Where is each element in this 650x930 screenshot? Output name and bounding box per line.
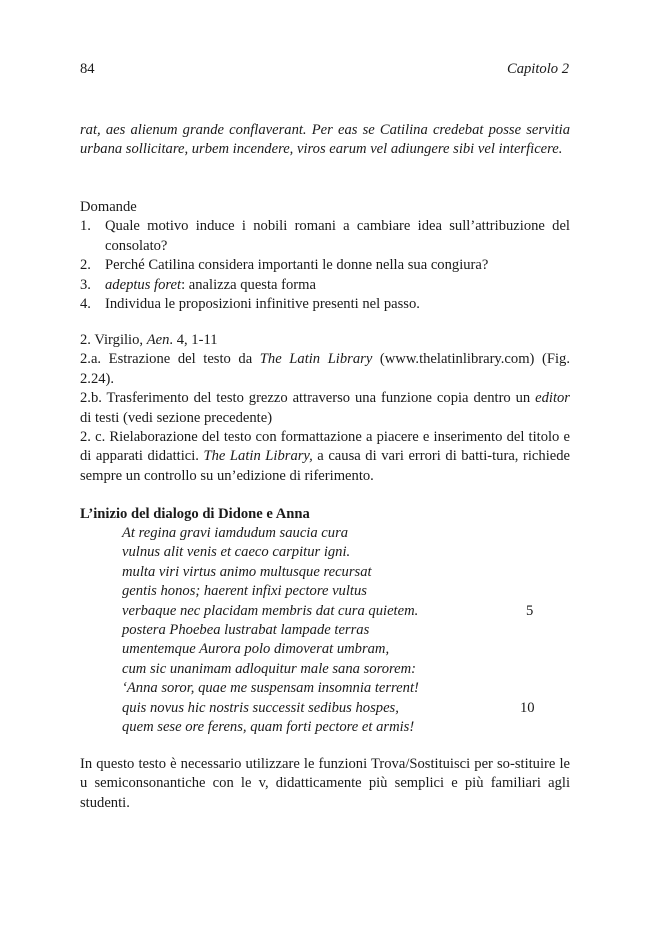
verse-line bbox=[122, 621, 572, 640]
question-item bbox=[80, 295, 570, 314]
question-number: 1. bbox=[80, 218, 91, 235]
question-list bbox=[80, 217, 570, 314]
verse-line bbox=[122, 640, 572, 659]
domande-title: Domande bbox=[80, 199, 137, 215]
verse-text: vulnus alit venis et caeco carpitur igni. bbox=[122, 544, 351, 561]
question-number: 2. bbox=[80, 257, 91, 274]
verse-line bbox=[122, 602, 572, 621]
question-item bbox=[80, 256, 570, 275]
question-text: Individua le proposizioni infinitive presenti nel passo. bbox=[105, 296, 420, 313]
verse-text: multa viri virtus animo multusque recursat bbox=[122, 563, 372, 580]
section-2-title bbox=[80, 331, 570, 350]
step-2b-italic: editor bbox=[535, 390, 570, 407]
verse-number: 5 bbox=[526, 602, 534, 619]
question-text: Perché Catilina considera importanti le donne nella sua congiura? bbox=[105, 257, 489, 274]
verse-text: postera Phoebea lustrabat lampade terras bbox=[122, 621, 370, 638]
step-2a-italic: The Latin Library bbox=[259, 351, 373, 368]
question-italic-term: adeptus foret bbox=[105, 276, 182, 293]
question-item bbox=[80, 217, 570, 256]
step-2c bbox=[80, 428, 570, 486]
running-head: Capitolo 2 bbox=[506, 61, 569, 77]
question-text: : analizza questa forma bbox=[181, 276, 316, 293]
page-number: 84 bbox=[80, 61, 95, 77]
verse-text: At regina gravi iamdudum saucia cura bbox=[122, 525, 349, 541]
step-2b-text: 2.b. Trasferimento del testo grezzo attraverso una funzione copia dentro un bbox=[80, 390, 536, 407]
step-2a-text: 2.a. Estrazione del testo da bbox=[80, 351, 260, 368]
section-2-title-ref: . 4, 1-11 bbox=[169, 332, 218, 348]
verse-text: verbaque nec placidam membris dat cura quietem. bbox=[122, 602, 419, 619]
verse-line bbox=[122, 582, 572, 601]
step-2c-tail: a causa di vari errori di batti-tura, richiede sempre un controllo su un’edizione di riferimento. bbox=[80, 448, 570, 484]
verse-line bbox=[122, 718, 572, 737]
quote-tail: rat, aes alienum grande conflaverant. Per eas se Catilina credebat posse servitia urbana sollicitare, urbem incendere, viros earum vel adiungere sibi vel interficere. bbox=[80, 122, 570, 158]
step-2b-tail: di testi (vedi sezione precedente) bbox=[80, 409, 273, 426]
verse-line bbox=[122, 563, 572, 582]
domande-section bbox=[80, 198, 570, 314]
section-2-title-italic: Aen bbox=[146, 332, 170, 348]
step-2c-text: 2. c. Rielaborazione del testo con formattazione a piacere e inserimento del titolo e di apparati didattici. bbox=[80, 429, 570, 465]
closing-paragraph: In questo testo è necessario utilizzare le funzioni Trova/Sostituisci per so-stituire le u semiconsonantiche con le v, didatticamente più semplici e più familiari agli studenti. bbox=[80, 756, 570, 811]
poem-heading: L’inizio del dialogo di Didone e Anna bbox=[80, 506, 310, 522]
question-number: 3. bbox=[80, 276, 91, 293]
verse-line bbox=[122, 699, 572, 718]
section-2 bbox=[80, 331, 570, 486]
verse-line bbox=[122, 660, 572, 679]
poem bbox=[122, 524, 572, 737]
step-2a-tail: (www.thelatinlibrary.com) (Fig. 2.24). bbox=[80, 351, 570, 387]
step-2c-italic: The Latin Library, bbox=[203, 448, 313, 465]
verse-line bbox=[122, 543, 572, 562]
verse-text: ‘Anna soror, quae me suspensam insomnia terrent! bbox=[122, 680, 419, 697]
verse-line bbox=[122, 679, 572, 698]
step-2b bbox=[80, 389, 570, 428]
verse-text: umentemque Aurora polo dimoverat umbram, bbox=[122, 641, 390, 658]
verse-text: cum sic unanimam adloquitur male sana sororem: bbox=[122, 660, 417, 677]
verse-text: quis novus hic nostris successit sedibus hospes, bbox=[122, 699, 399, 716]
question-text: Quale motivo induce i nobili romani a cambiare idea sull’attribuzione del consolato? bbox=[105, 218, 570, 254]
verse-text: quem sese ore ferens, quam forti pectore et armis! bbox=[122, 718, 415, 735]
question-number: 4. bbox=[80, 296, 91, 313]
verse-number: 10 bbox=[520, 699, 535, 716]
verse-line bbox=[122, 524, 572, 543]
step-2a bbox=[80, 350, 570, 389]
section-2-title-text: 2. Virgilio, bbox=[80, 332, 147, 348]
verse-text: gentis honos; haerent infixi pectore vultus bbox=[122, 583, 367, 600]
question-item bbox=[80, 276, 570, 295]
